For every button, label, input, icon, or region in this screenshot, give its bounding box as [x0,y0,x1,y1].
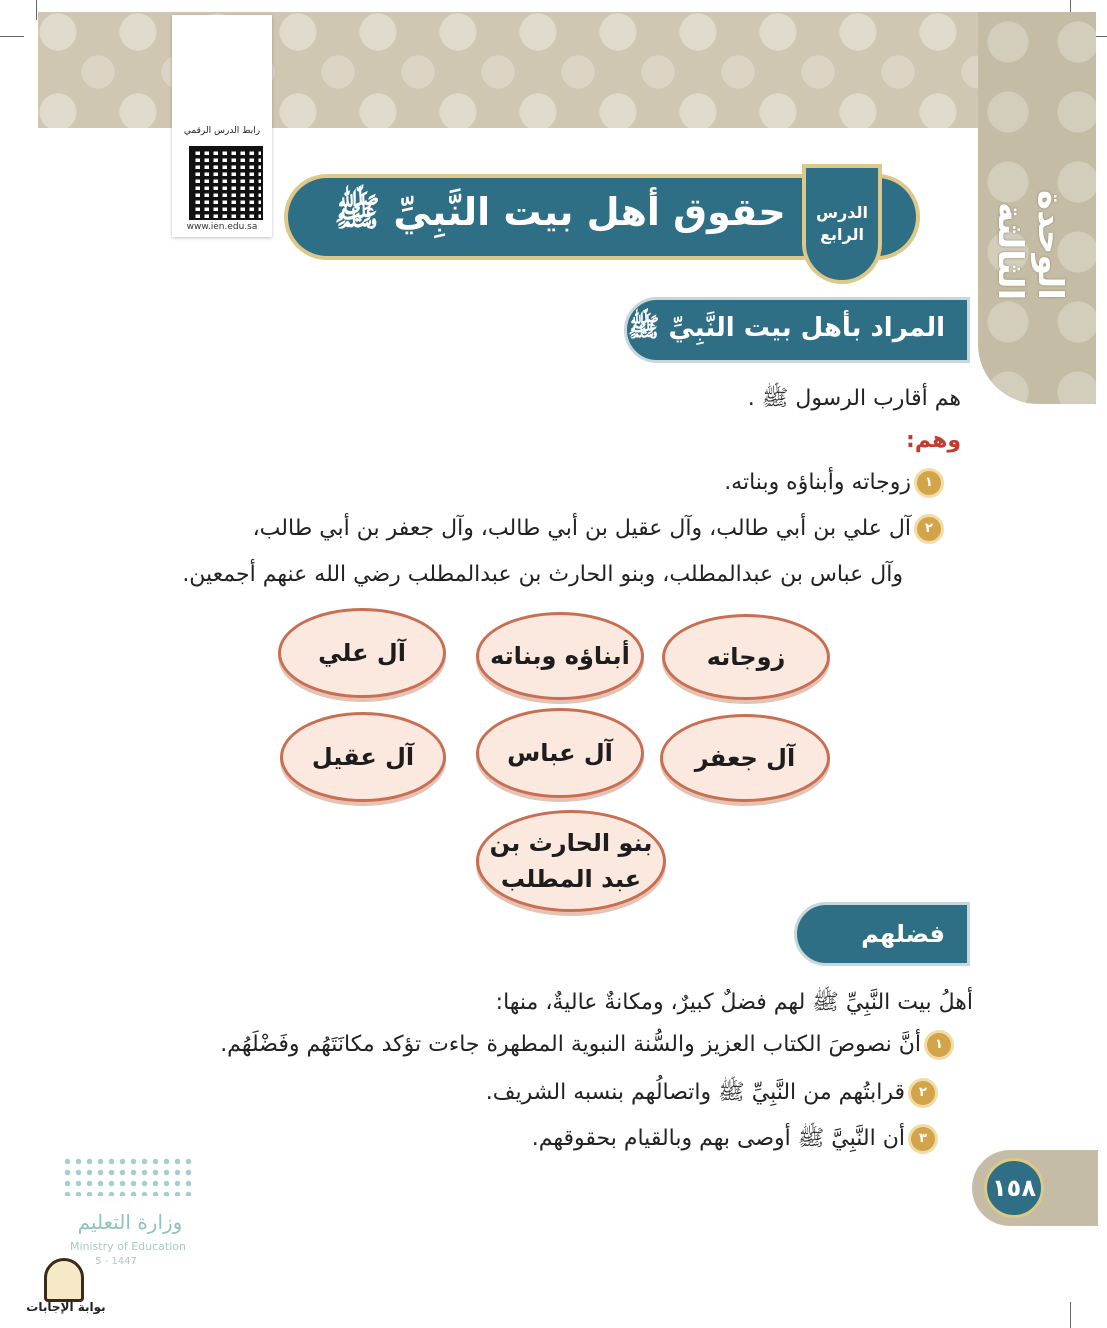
section-title-meaning: المراد بأهل بيت النَّبِيِّ ﷺ [624,297,970,363]
gate-logo-icon [44,1258,84,1302]
family-oval: زوجاته [662,614,830,700]
qr-url[interactable]: www.ien.edu.sa [186,222,258,232]
gate-label: بوابة الإجابات [26,1300,106,1314]
list-item [486,1078,935,1110]
list-item [724,470,941,495]
oval-line: عبد المطلب [500,865,642,893]
list-item [532,1124,935,1156]
list-item-text: أنَّ نصوصَ الكتاب العزيز والسُّنة النبوية المطهرة جاءت تؤكد مكانَتَهُم وفَضْلَهُم. [220,1032,921,1057]
number-badge: ١ [917,471,941,495]
lesson-title: حقوق أهل بيت النَّبِيِّ ﷺ [334,189,786,234]
ministry-year: 5 - 1447 [95,1256,137,1267]
family-oval: أبناؤه وبناته [476,612,644,700]
number-badge: ٢ [917,517,941,541]
lesson-badge [802,164,882,284]
section1-intro: هم أقارب الرسول ﷺ . [747,386,961,411]
family-oval: آل جعفر [660,714,830,802]
number-badge: ٣ [911,1127,935,1151]
list-item-text: زوجاته وأبناؤه وبناته. [724,470,911,495]
unit-title: الوحدة الثالثة [990,190,1070,300]
number-badge: ١ [927,1033,951,1057]
family-oval [476,810,666,912]
ministry-name-en: Ministry of Education [69,1240,186,1253]
crop-mark [0,36,24,37]
list-item-text: آل علي بن أبي طالب، وآل عقيل بن أبي طالب، وآل جعفر بن أبي طالب، [252,516,911,541]
list-item [220,1032,951,1057]
lesson-badge-line2: الرابع [820,225,864,244]
list-item-text: قرابتُهم من النَّبِيِّ ﷺ واتصالُهم بنسبه الشريف. [485,1080,905,1105]
list-item [253,516,941,541]
ministry-logo-icon [62,1156,196,1196]
crop-mark [36,0,37,20]
list-item-continuation: وآل عباس بن عبدالمطلب، وبنو الحارث بن عبدالمطلب رضي الله عنهم أجمعين. [182,562,903,587]
lesson-badge-line1: الدرس [815,202,869,222]
section-title-virtues: فضلهم [794,902,970,966]
qr-label: رابط الدرس الرقمي [183,126,261,136]
oval-line: بنو الحارث بن [489,829,653,857]
section1-lead: وهم: [906,428,961,453]
crop-mark [1070,1302,1071,1328]
list-item-text: أن النَّبِيَّ ﷺ أوصى بهم وبالقيام بحقوقهم. [531,1126,905,1151]
family-oval: آل علي [278,608,446,698]
ministry-name-ar: وزارة التعليم [77,1210,183,1234]
family-oval: آل عقيل [280,712,446,802]
qr-code-icon[interactable] [189,146,263,220]
page-number: ١٥٨ [984,1158,1044,1218]
family-oval: آل عباس [476,708,644,798]
section2-intro: أهلُ بيت النَّبِيِّ ﷺ لهم فضلٌ كبيرٌ، ومكانةٌ عاليةٌ، منها: [495,990,973,1015]
number-badge: ٢ [911,1081,935,1105]
